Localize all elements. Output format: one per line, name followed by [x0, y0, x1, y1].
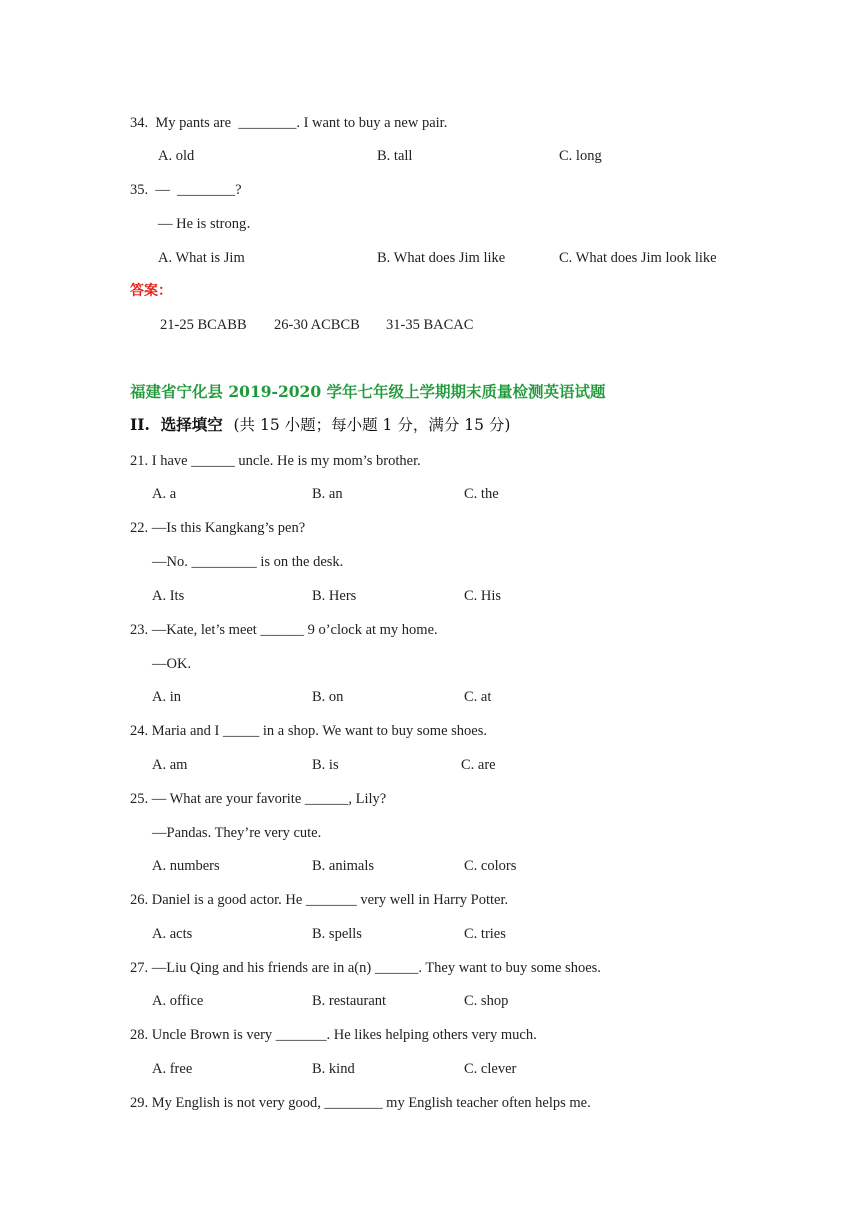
q26-option-a: A. acts	[152, 926, 193, 942]
q22-option-b: B. Hers	[312, 588, 357, 604]
q27-option-b: B. restaurant	[312, 993, 387, 1009]
q21-option-c: C. the	[464, 486, 499, 502]
question-22: 22. —Is this Kangkang’s pen?	[130, 520, 306, 536]
section-heading	[130, 416, 510, 434]
answer-31-35: 31-35 BACAC	[386, 317, 474, 333]
exam-title: 福建省宁化县 2019-2020 学年七年级上学期期末质量检测英语试题	[130, 382, 606, 401]
q28-option-c: C. clever	[464, 1061, 517, 1077]
q27-option-a: A. office	[152, 993, 204, 1009]
q23-option-a: A. in	[152, 689, 181, 705]
q23-option-c: C. at	[464, 689, 492, 705]
q34-option-a: A. old	[158, 148, 195, 164]
section-label: II. 选择填空	[130, 415, 223, 434]
q25-option-a: A. numbers	[152, 858, 220, 874]
question-23: 23. —Kate, let’s meet ______ 9 o’clock at my home.	[130, 622, 438, 638]
q35-option-c: C. What does Jim look like	[559, 250, 717, 266]
q22-reply: —No. _________ is on the desk.	[152, 554, 344, 570]
question-24: 24. Maria and I _____ in a shop. We want to buy some shoes.	[130, 723, 487, 739]
q25-option-b: B. animals	[312, 858, 375, 874]
q23-option-b: B. on	[312, 689, 344, 705]
q24-option-b: B. is	[312, 757, 339, 773]
q28-option-a: A. free	[152, 1061, 193, 1077]
q27-option-c: C. shop	[464, 993, 509, 1009]
q35-option-a: A. What is Jim	[158, 250, 245, 266]
q25-reply: —Pandas. They’re very cute.	[152, 825, 322, 841]
q21-option-b: B. an	[312, 486, 343, 502]
q34-option-b: B. tall	[377, 148, 413, 164]
question-29: 29. My English is not very good, ________ my English teacher often helps me.	[130, 1095, 591, 1111]
q21-option-a: A. a	[152, 486, 177, 502]
question-21: 21. I have ______ uncle. He is my mom’s brother.	[130, 453, 421, 469]
question-26: 26. Daniel is a good actor. He _______ very well in Harry Potter.	[130, 892, 509, 908]
section-instructions: (共 15 小题；每小题 1 分，满分 15 分)	[233, 416, 511, 434]
question-28: 28. Uncle Brown is very _______. He likes helping others very much.	[130, 1027, 537, 1043]
q26-option-c: C. tries	[464, 926, 506, 942]
q22-option-c: C. His	[464, 588, 502, 604]
q34-option-c: C. long	[559, 148, 602, 164]
answer-26-30: 26-30 ACBCB	[274, 317, 360, 333]
q26-option-b: B. spells	[312, 926, 362, 942]
q24-option-c: C. are	[461, 757, 496, 773]
q22-option-a: A. Its	[152, 588, 185, 604]
q28-option-b: B. kind	[312, 1061, 355, 1077]
q35-option-b: B. What does Jim like	[377, 250, 506, 266]
answer-label: 答案：	[130, 283, 172, 299]
q24-option-a: A. am	[152, 757, 188, 773]
question-35: 35. — ________?	[130, 182, 242, 198]
question-27: 27. —Liu Qing and his friends are in a(n) ______. They want to buy some shoes.	[130, 960, 601, 976]
q35-reply: — He is strong．	[158, 216, 261, 232]
question-25: 25. — What are your favorite ______, Lily?	[130, 791, 387, 807]
question-34: 34. My pants are ________. I want to buy a new pair.	[130, 115, 448, 131]
answer-21-25: 21-25 BCABB	[160, 317, 247, 333]
q23-reply: —OK.	[152, 656, 192, 672]
q25-option-c: C. colors	[464, 858, 517, 874]
